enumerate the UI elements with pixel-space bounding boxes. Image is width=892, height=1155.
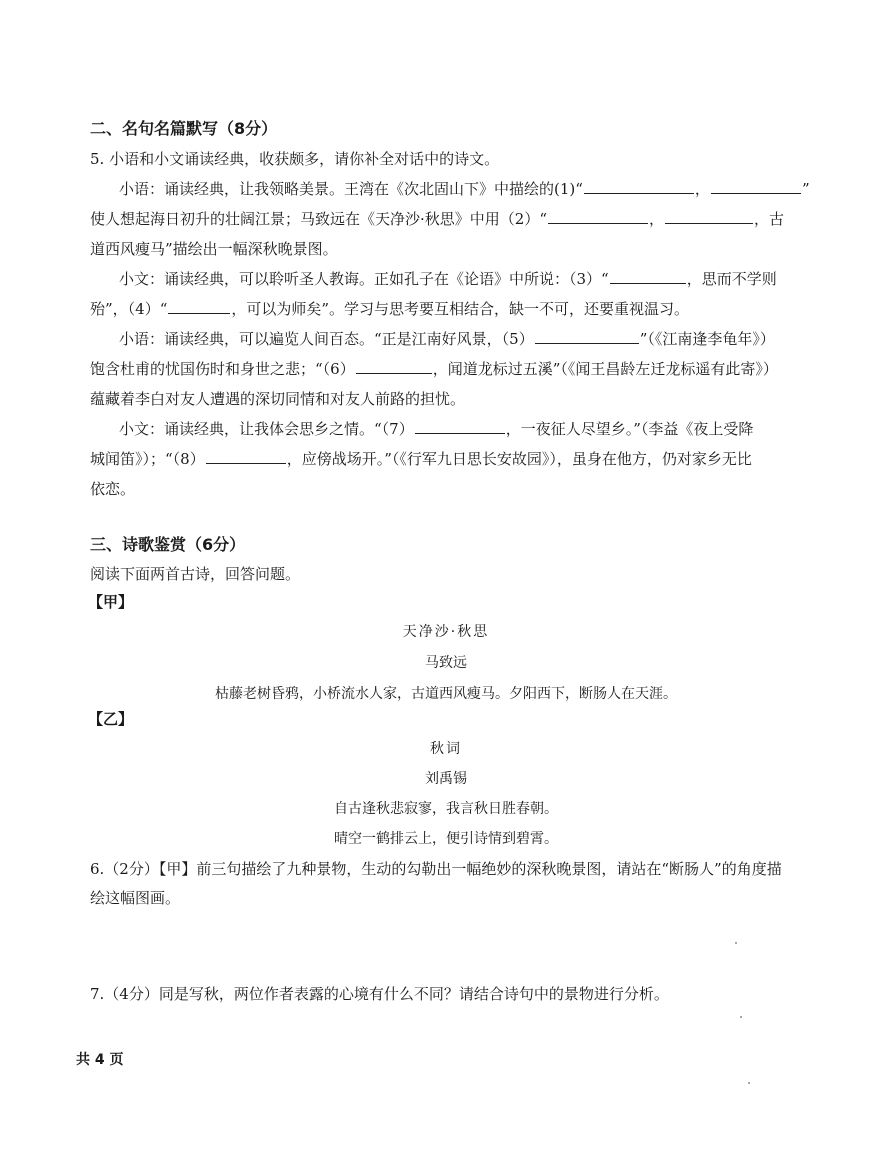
answer-blank-2b[interactable] [665,209,753,224]
poem-jia-title: 天净沙·秋思 [402,624,490,640]
text-segment: ，应傍战场开。”（《行军九日思长安故园》），虽身在他方，仍对家乡无比 [286,450,752,468]
text-segment: 城闻笛》）；“（8） [90,450,205,468]
p2-line1 [119,269,777,289]
answer-blank-4[interactable] [168,299,230,314]
text-segment: ，一夜征人尽望乡。”（李益《夜上受降 [505,420,754,438]
poem-yi-line: 自古逢秋悲寂寥，我言秋日胜春朝。 [334,801,558,817]
p1-line3: 道西风瘦马”描绘出一幅深秋晚景图。 [90,240,338,258]
poem-yi-line: 晴空一鹤排云上，便引诗情到碧霄。 [334,831,558,847]
p4-line2 [90,449,752,469]
scan-speck [748,1082,750,1084]
answer-blank-7[interactable] [415,419,505,434]
poem-yi-label: 【乙】 [88,710,134,728]
q6-line2: 绘这幅图画。 [90,889,181,907]
p3-line1 [119,329,775,349]
text-segment: 殆”，（4）“ [90,300,168,318]
text-segment: 使人想起海日初升的壮阔江景；马致远在《天净沙·秋思》中用（2）“ [90,210,547,228]
text-segment: 小语：诵读经典，让我领略美景。王湾在《次北固山下》中描绘的(1)“ [119,180,583,198]
p1-line2 [90,209,784,229]
answer-blank-5[interactable] [535,329,639,344]
answer-blank-1a[interactable] [584,179,694,194]
p3-line2 [90,359,778,379]
p4-line1 [119,419,753,439]
section3-heading: 三、诗歌鉴赏（6分） [90,535,246,554]
p3-line3: 蕴藏着李白对友人遭遇的深切同情和对友人前路的担忧。 [90,390,466,408]
poem-yi-title: 秋词 [430,741,462,757]
answer-blank-6[interactable] [356,359,432,374]
answer-blank-3[interactable] [610,269,686,284]
poem-jia-author: 马致远 [425,655,467,671]
poem-jia-label: 【甲】 [88,593,134,611]
text-segment: ”（《江南逢李龟年》） [639,330,775,348]
q7: 7.（4分）同是写秋，两位作者表露的心境有什么不同？请结合诗句中的景物进行分析。 [90,985,669,1003]
text-segment: ，闻道龙标过五溪”（《闻王昌龄左迁龙标遥有此寄》） [432,360,778,378]
text-segment: ，思而不学则 [686,270,777,288]
p4-line3: 依恋。 [90,480,136,498]
text-segment: ， [648,210,664,228]
answer-blank-8[interactable] [206,449,286,464]
section2-heading: 二、名句名篇默写（8分） [90,119,278,138]
text-segment: 饱含杜甫的忧国伤时和身世之悲；“（6） [90,360,355,378]
answer-blank-2a[interactable] [548,209,648,224]
p2-line2 [90,299,689,319]
text-segment: ” [801,180,810,198]
scan-speck [735,942,737,944]
poem-yi-author: 刘禹锡 [425,771,467,787]
p1-line1 [119,179,810,199]
text-segment: ， [694,180,710,198]
q6-line1: 6.（2分）【甲】前三句描绘了九种景物，生动的勾勒出一幅绝妙的深秋晚景图，请站在“断肠人”的角度描 [90,860,782,878]
answer-blank-1b[interactable] [711,179,801,194]
text-segment: 小文：诵读经典，让我体会思乡之情。“（7） [119,420,414,438]
q5-intro: 5. 小语和小文诵读经典，收获颇多，请你补全对话中的诗文。 [90,150,500,168]
text-segment: ，古 [754,210,785,228]
section3-intro: 阅读下面两首古诗，回答问题。 [90,565,301,583]
text-segment: 小语：诵读经典，可以遍览人间百态。“正是江南好风景，（5） [119,330,534,348]
page-footer: 共 4 页 [76,1052,124,1068]
scan-speck [740,1016,742,1018]
poem-jia-line: 枯藤老树昏鸦，小桥流水人家，古道西风瘦马。夕阳西下，断肠人在天涯。 [215,686,677,702]
text-segment: ，可以为师矣”。学习与思考要互相结合，缺一不可，还要重视温习。 [231,300,690,318]
text-segment: 小文：诵读经典，可以聆听圣人教诲。正如孔子在《论语》中所说：（3）“ [119,270,609,288]
